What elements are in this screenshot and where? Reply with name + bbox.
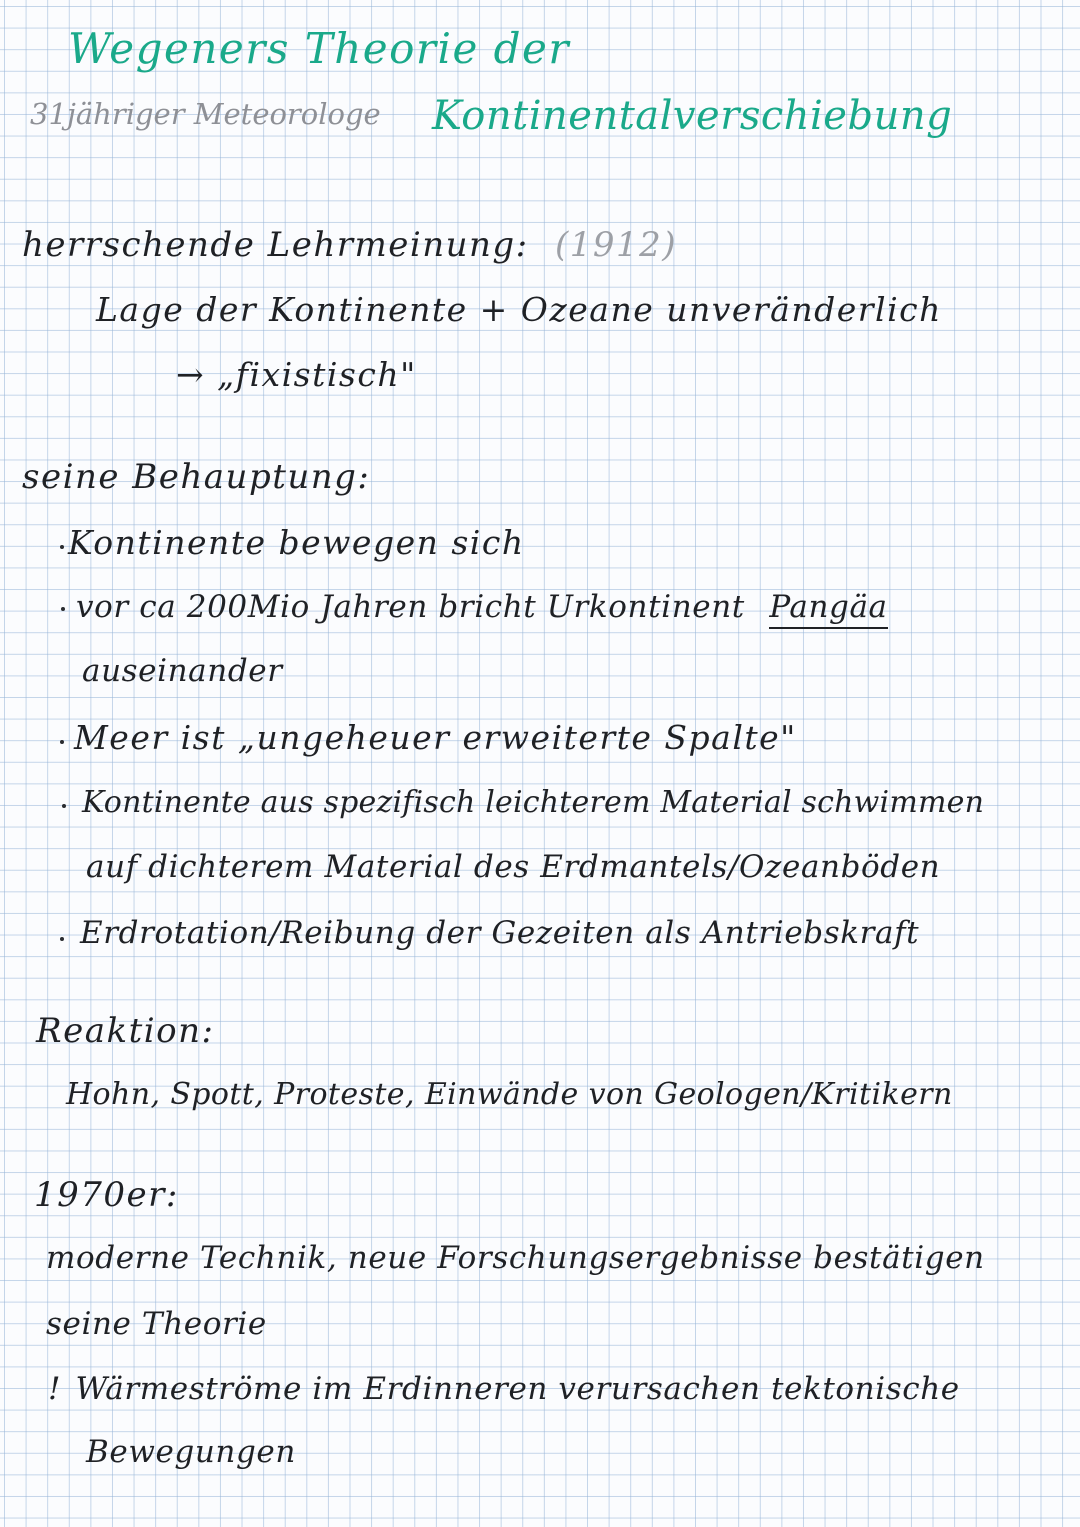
behauptung-bullet-2: vor ca 200Mio Jahren bricht Urkontinent [76,589,745,625]
lehrmeinung-year: (1912) [554,225,677,265]
reaktion-heading: Reaktion: [36,1011,215,1051]
exclamation-mark: ! [48,1371,62,1407]
behauptung-bullet-2-cont: auseinander [82,653,283,689]
lehrmeinung-line-1: Lage der Kontinente + Ozeane unveränderlich [96,290,942,329]
behauptung-bullet-4-cont: auf dichterem Material des Erdmantels/Ozeanböden [86,849,941,885]
bullet-dot [60,937,64,941]
reaktion-text: Hohn, Spott, Proteste, Einwände von Geologen/Kritikern [66,1077,953,1112]
title-line-2: Kontinentalverschiebung [432,93,953,139]
behauptung-bullet-5: Erdrotation/Reibung der Gezeiten als Antriebskraft [80,915,920,951]
behauptung-heading: seine Behauptung: [22,457,371,497]
section-1970-line-3: Wärmeströme im Erdinneren verursachen tektonische [75,1371,960,1407]
behauptung-bullet-1: Kontinente bewegen sich [68,523,525,562]
subtitle-age: 31jähriger Meteorologe [30,97,381,131]
section-1970-line-4: Bewegungen [86,1434,296,1470]
behauptung-bullet-3: Meer ist „ungeheuer erweiterte Spalte" [74,718,797,757]
bullet-dot [60,740,64,744]
section-1970-line-2: seine Theorie [46,1306,267,1342]
lehrmeinung-line-2: → „fixistisch" [176,355,417,394]
section-1970-heading: 1970er: [34,1175,179,1215]
section-1970-line-3-row [48,1371,960,1407]
bullet-dot [61,607,65,611]
pangaea-underlined: Pangäa [769,589,887,629]
bullet-dot [60,545,64,549]
lehrmeinung-heading-row [22,225,677,265]
section-1970-line-1: moderne Technik, neue Forschungsergebnisse bestätigen [46,1240,985,1276]
behauptung-bullet-2-row [76,589,888,625]
behauptung-bullet-4: Kontinente aus spezifisch leichterem Material schwimmen [82,785,985,820]
lehrmeinung-heading: herrschende Lehrmeinung: [22,225,529,265]
title-line-1: Wegeners Theorie der [68,24,570,73]
bullet-dot [62,804,66,808]
